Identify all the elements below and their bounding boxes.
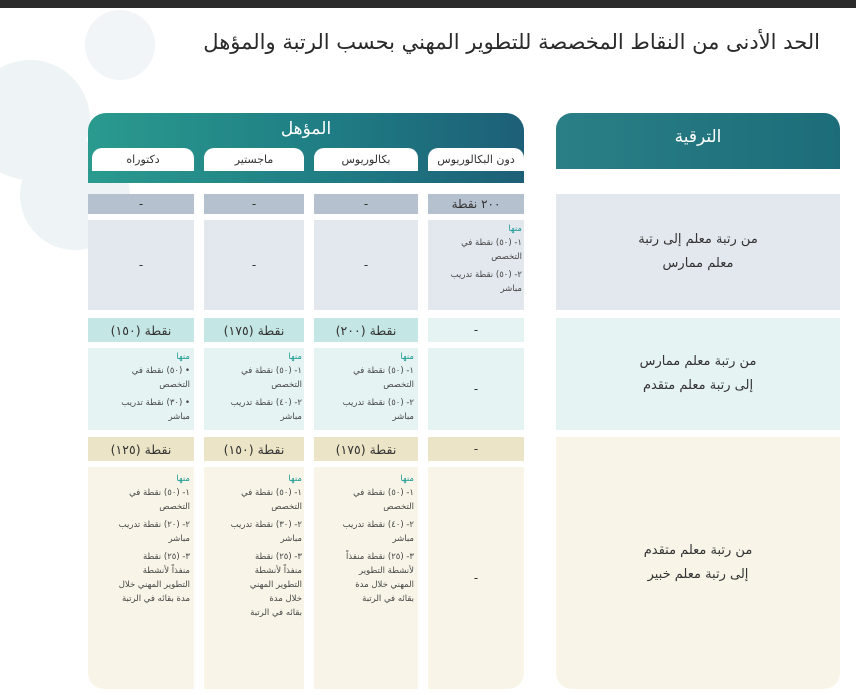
top-bar	[0, 0, 856, 8]
detail-item: ٣- (٢٥) نقطة منفذاً لأنشطة التطوير المهني خلال مدة بقائه في الرتبة	[346, 552, 414, 604]
promotion-row-1	[556, 194, 840, 310]
row2-master-detail	[206, 350, 302, 424]
promotion-row-2	[556, 318, 840, 430]
promotion-row-2-label: من رتبة معلم ممارس إلى رتبة معلم متقدم	[639, 354, 757, 393]
row2-master-band: (١٧٥) نقطة	[204, 318, 304, 342]
detail-item: ١- (٥٠) نقطة في التخصص	[129, 488, 190, 512]
row1-bachelor-body: -	[314, 220, 418, 310]
row2-bachelor-detail	[318, 350, 414, 424]
detail-item: ٢- (٢٠) نقطة تدريب مباشر	[118, 520, 190, 544]
of-which-label: منها	[176, 352, 190, 362]
detail-item: ١- (٥٠) نقطة في التخصص	[461, 238, 522, 262]
tab-below-bachelor: دون البكالوريوس	[428, 148, 524, 171]
row3-bachelor-detail	[318, 472, 414, 606]
of-which-label: منها	[176, 474, 190, 484]
detail-item: • (٣٠) نقطة تدريب مباشر	[121, 398, 190, 422]
row2-below-bachelor-body: -	[428, 348, 524, 430]
of-which-label: منها	[288, 474, 302, 484]
detail-item: ٢- (٣٠) نقطة تدريب مباشر	[230, 520, 302, 544]
tab-master: ماجستير	[204, 148, 304, 171]
row3-bachelor-band: (١٧٥) نقطة	[314, 437, 418, 461]
page-title: الحد الأدنى من النقاط المخصصة للتطوير المهني بحسب الرتبة والمؤهل	[203, 30, 820, 54]
row2-below-bachelor-band: -	[428, 318, 524, 342]
row1-below-bachelor-band: ٢٠٠ نقطة	[428, 194, 524, 214]
row1-doctorate-body: -	[88, 220, 194, 310]
of-which-label: منها	[400, 352, 414, 362]
of-which-label: منها	[288, 352, 302, 362]
row1-separator-gap	[194, 214, 204, 220]
row3-below-bachelor-body: -	[428, 467, 524, 689]
row3-master-band: (١٥٠) نقطة	[204, 437, 304, 461]
row1-doctorate-band: -	[88, 194, 194, 214]
row1-below-bachelor-detail	[432, 222, 522, 296]
row3-doctorate-band: (١٢٥) نقطة	[88, 437, 194, 461]
detail-item: ١- (٥٠) نقطة في التخصص	[241, 366, 302, 390]
detail-item: ٢- (٤٠) نقطة تدريب مباشر	[342, 520, 414, 544]
promotion-header-label: الترقية	[674, 127, 722, 147]
qualification-header-label: المؤهل	[280, 119, 332, 139]
row1-bachelor-band: -	[314, 194, 418, 214]
detail-item: ١- (٥٠) نقطة في التخصص	[353, 488, 414, 512]
of-which-label: منها	[508, 224, 522, 234]
row3-doctorate-detail	[90, 472, 190, 606]
row3-master-detail	[206, 472, 302, 620]
row2-doctorate-band: (١٥٠) نقطة	[88, 318, 194, 342]
detail-item: ٢- (٥٠) نقطة تدريب مباشر	[342, 398, 414, 422]
promotion-row-3	[556, 437, 840, 689]
tab-bachelor: بكالوريوس	[314, 148, 418, 171]
detail-item: ١- (٥٠) نقطة في التخصص	[241, 488, 302, 512]
detail-item: ١- (٥٠) نقطة في التخصص	[353, 366, 414, 390]
detail-item: ٣- (٢٥) نقطة منفذاً لأنشطة التطوير المهني خلال مدة بقائه في الرتبة	[249, 552, 302, 618]
promotion-row-3-label: من رتبة معلم متقدم إلى رتبة معلم خبير	[643, 543, 753, 582]
of-which-label: منها	[400, 474, 414, 484]
row1-master-band: -	[204, 194, 304, 214]
detail-item: ٣- (٢٥) نقطة منفذاً لأنشطة التطوير المهني خلال مدة بقائه في الرتبة	[118, 552, 190, 604]
detail-item: • (٥٠) نقطة في التخصص	[131, 366, 190, 390]
tab-doctorate: دكتوراه	[92, 148, 194, 171]
promotion-row-1-label: من رتبة معلم إلى رتبة معلم ممارس	[638, 232, 758, 271]
row2-doctorate-detail	[90, 350, 190, 424]
row3-below-bachelor-band: -	[428, 437, 524, 461]
row1-master-body: -	[204, 220, 304, 310]
detail-item: ٢- (٤٠) نقطة تدريب مباشر	[230, 398, 302, 422]
detail-item: ٢- (٥٠) نقطة تدريب مباشر	[450, 270, 522, 294]
promotion-header	[556, 113, 840, 169]
row2-bachelor-band: (٢٠٠) نقطة	[314, 318, 418, 342]
